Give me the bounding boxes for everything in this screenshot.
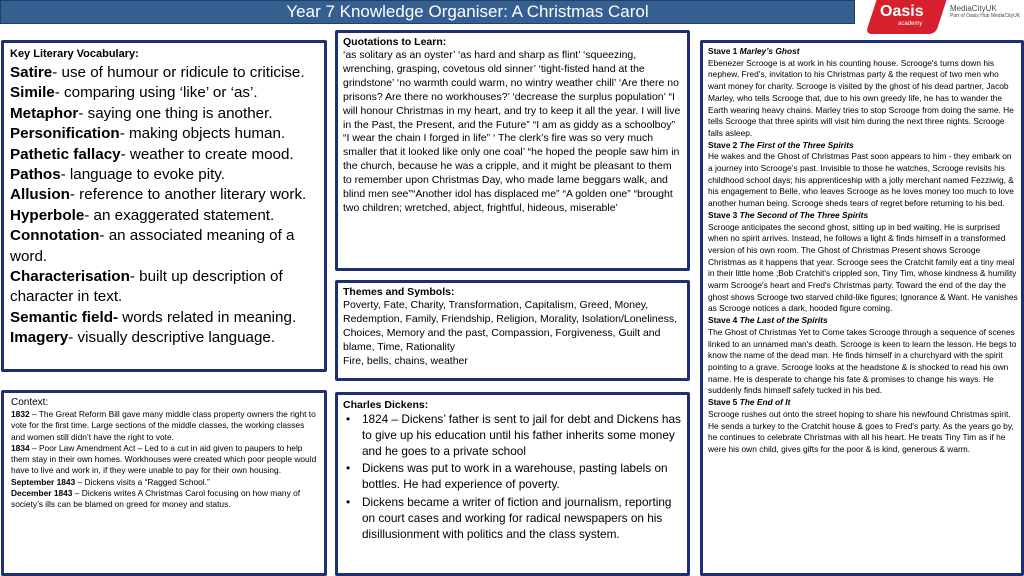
logo-name: Oasis xyxy=(880,3,924,20)
themes-heading: Themes and Symbols: xyxy=(343,286,455,298)
context-text: – Dickens writes A Christmas Carol focusing on how many of society’s ills can be blamed on greed for money and status. xyxy=(11,488,301,510)
stave-name: The Second of The Three Spirits xyxy=(739,209,869,220)
page-title: Year 7 Knowledge Organiser: A Christmas Carol xyxy=(0,0,855,24)
vocab-term: Imagery xyxy=(10,329,69,347)
context-entry xyxy=(11,488,317,511)
stave-title xyxy=(708,46,1018,58)
vocab-definition: - use of humour or ridicule to criticise. xyxy=(52,64,305,81)
stave-name: The End of It xyxy=(739,397,791,408)
oasis-logo xyxy=(858,0,1024,38)
vocab-definition: - visually descriptive language. xyxy=(68,329,276,347)
vocab-item xyxy=(10,185,318,205)
dickens-list xyxy=(343,412,682,542)
vocab-term: Pathetic fallacy xyxy=(10,145,121,163)
dickens-bullet-text: 1824 – Dickens’ father is sent to jail for debt and Dickens has to give up his education until his father inherits some money and he goes to a private school xyxy=(362,412,681,458)
context-entry xyxy=(11,477,317,488)
vocab-term: Semantic field- xyxy=(10,308,119,326)
context-date: 1834 xyxy=(11,442,30,453)
stave-summary xyxy=(708,46,1018,140)
stave-title xyxy=(708,397,1018,409)
vocab-definition: - language to evoke pity. xyxy=(60,166,225,184)
stave-title xyxy=(708,140,1018,152)
logo-subtitle: academy xyxy=(898,21,923,27)
vocab-item xyxy=(10,63,318,83)
vocab-definition: - built up description of character in text. xyxy=(10,268,283,306)
bullet-icon: • xyxy=(346,494,351,509)
stave-label: Stave 3 xyxy=(708,209,740,220)
vocab-item xyxy=(10,308,318,328)
quotations-heading: Quotations to Learn: xyxy=(343,36,447,48)
context-text: – The Great Reform Bill gave many middle class property owners the right to vote for the first time. Large sections of the middle classes, the working classes and women still didn’t have the right to vote. xyxy=(11,409,316,442)
dickens-panel xyxy=(335,392,690,576)
stave-summary xyxy=(708,397,1018,456)
vocab-term: Characterisation xyxy=(10,268,130,286)
context-date: 1832 xyxy=(11,409,30,419)
vocab-item xyxy=(10,226,318,267)
vocabulary-panel xyxy=(1,40,327,372)
stave-name: The Last of the Spirits xyxy=(739,315,828,326)
stave-summary xyxy=(708,210,1018,315)
vocab-item xyxy=(10,267,318,308)
dickens-bullet-item xyxy=(343,412,682,459)
context-text: – Poor Law Amendment Act – Led to a cut in aid given to paupers to help them stay in their own homes. Workhouses were created which poor people would have to live and work in, if they were unable to pay for their own housing. xyxy=(11,442,317,476)
vocab-definition: words related in meaning. xyxy=(118,308,297,326)
vocab-definition: - making objects human. xyxy=(119,125,286,143)
vocab-item xyxy=(10,124,318,144)
vocab-item xyxy=(10,328,318,348)
bullet-icon: • xyxy=(346,412,351,426)
stave-text: Ebenezer Scrooge is at work in his counting house. Scrooge's turns down his nephew, Fred’s, invitation to his Christmas party & the request of two men who want money for charity. Scrooge is visited by the ghost of his dead partner, Jacob Marley, who tells Scrooge that, due to his own greedy life, he has to wander the Earth wearing heavy chains. Marley tries to stop Scrooge from doing the same. He tells Scrooge that three spirits will visit him during the next three nights. Scrooge falls asleep. xyxy=(708,57,1014,138)
vocab-item xyxy=(10,145,318,165)
vocab-item xyxy=(10,83,318,103)
stave-label: Stave 4 xyxy=(708,315,740,326)
context-heading: Context: xyxy=(11,397,49,408)
stave-name: Marley’s Ghost xyxy=(739,46,800,56)
vocab-item xyxy=(10,165,318,185)
stave-summary xyxy=(708,140,1018,210)
context-text: – Dickens visits a “Ragged School.” xyxy=(75,476,210,487)
vocab-term: Allusion xyxy=(10,186,70,204)
themes-text: Poverty, Fate, Charity, Transformation, Capitalism, Greed, Money, Redemption, Family, Friendship, Religion, Morality, Isolation/Loneliness, Choices, Memory and the past, Compassion, Forgiveness, Guilt and blame, Time, Rationality xyxy=(343,299,678,353)
dickens-bullet-text: Dickens became a writer of fiction and journalism, reporting on court cases and working for radical newspapers on his disillusionment with politics and the class system. xyxy=(362,494,672,541)
vocab-definition: - an exaggerated statement. xyxy=(84,206,275,224)
stave-label: Stave 1 xyxy=(708,46,740,56)
vocabulary-list xyxy=(10,63,318,349)
stave-text: He wakes and the Ghost of Christmas Past soon appears to him - they embark on a journey into Scrooge’s past. Invisible to those he watches, Scrooge revisits his childhood school days; his apprenticeship with a jolly merchant named Fezziwig, & his engagement to Belle, who leaves Scrooge as he loves money too much to love another human being. Scrooge sheds tears of regret before returning to his bed. xyxy=(708,151,1014,209)
dickens-bullet-text: Dickens was put to work in a warehouse, pasting labels on bottles. He had experience of poverty. xyxy=(362,461,668,492)
themes-panel xyxy=(335,280,690,381)
vocab-term: Metaphor xyxy=(10,104,79,122)
dickens-heading: Charles Dickens: xyxy=(343,399,429,411)
vocab-definition: - reference to another literary work. xyxy=(69,186,307,204)
vocab-term: Connotation xyxy=(10,227,100,245)
stave-name: The First of the Three Spirits xyxy=(739,139,854,150)
vocab-definition: - weather to create mood. xyxy=(120,145,294,163)
stave-title xyxy=(708,315,1018,327)
context-entry xyxy=(11,409,317,443)
vocabulary-heading: Key Literary Vocabulary: xyxy=(10,48,139,60)
stave-title xyxy=(708,210,1018,222)
stave-text: The Ghost of Christmas Yet to Come takes Scrooge through a sequence of scenes linked to an unnamed man's death. Scrooge is keen to learn the lesson. He begs to know the name of the dead man. He finds himself in a churchyard with the spirit pointing to a grave. Scrooge looks at the headstone & is shocked to read his own name. He is desperate to change his fate & promises to change his ways. He suddenly finds himself safely tucked in his bed. xyxy=(708,326,1017,396)
quotations-text: ‘as solitary as an oyster’ ‘as hard and sharp as flint’ ‘squeezing, wrenching, grasping, covetous old sinner’ ‘tight-fisted hand at the grindstone’ ‘no warmth could warm, no wintry weather chill’ ‘Are there no prisons? Are there no workhouses?’ ‘decrease the surplus population’ “I will honour Christmas in my heart, and try to keep it all the year. I will live in the Past, the Present, and the Future” “I am as giddy as a schoolboy” “I wear the chain I forged in life” ‘ The clerk’s fire was so very much smaller that it looked like only one coal’ “he hoped the people saw him in the church, because he was a cripple, and it might be pleasant to them to remember upon Christmas Day, who made lame beggars walk, and blind men see”“Another idol has displaced me” “A golden one” “brought two children; wretched, abject, frightful, hideous, miserable’ xyxy=(343,49,681,214)
context-date: December 1843 xyxy=(11,488,73,499)
logo-brand-line2: Part of Oasis Hub MediaCityUK xyxy=(950,13,1021,19)
bullet-icon: • xyxy=(346,461,351,476)
stave-summary xyxy=(708,315,1018,397)
vocab-definition: - saying one thing is another. xyxy=(78,104,273,122)
vocab-term: Personification xyxy=(10,125,120,143)
quotations-panel xyxy=(335,30,690,271)
vocab-item xyxy=(10,104,318,124)
context-date: September 1843 xyxy=(11,476,76,487)
stave-text: Scrooge anticipates the second ghost, sitting up in bed waiting. He is surprised when no spirit arrives. Instead, he follows a light & finds himself in a transformed version of his own room. The Ghost of Christmas Present shows Scrooge Christmas as it happens that year. Scrooge sees the Cratchit family eat a tiny meal in their little home ;Bob Cratchit's crippled son, Tiny Tim, whose kindness & humility warm Scrooge's heart and Fred's Christmas party. Toward the end of the day the ghost shows Scrooge two starved child-like figures; Ignorance & Want. He vanishes as Scrooge notices a dark, hooded figure coming. xyxy=(708,221,1018,314)
dickens-bullet-item xyxy=(343,461,682,493)
stave-text: Scrooge rushes out onto the street hoping to share his newfound Christmas spirit. He sends a turkey to the Cratchit house & goes to Fred's party. As the years go by, he continues to celebrate Christmas with all his heart. He treats Tiny Tim as if he were his own child, gives gifts for the poor & is kind, generous & warm. xyxy=(708,408,1014,454)
vocab-definition: - an associated meaning of a word. xyxy=(10,227,295,265)
staves-panel xyxy=(700,40,1024,576)
stave-label: Stave 2 xyxy=(708,139,740,150)
vocab-term: Pathos xyxy=(10,166,61,184)
symbols-text: Fire, bells, chains, weather xyxy=(343,354,468,367)
context-panel xyxy=(1,390,327,576)
vocab-definition: - comparing using ‘like’ or ‘as’. xyxy=(54,84,258,102)
vocab-term: Hyperbole xyxy=(10,206,85,224)
logo-brand-line1: MediaCityUK xyxy=(950,4,997,13)
dickens-bullet-item xyxy=(343,495,682,542)
vocab-term: Satire xyxy=(10,64,53,81)
vocab-item xyxy=(10,206,318,226)
stave-label: Stave 5 xyxy=(708,397,740,408)
vocab-term: Simile xyxy=(10,84,55,102)
context-entry xyxy=(11,443,317,477)
